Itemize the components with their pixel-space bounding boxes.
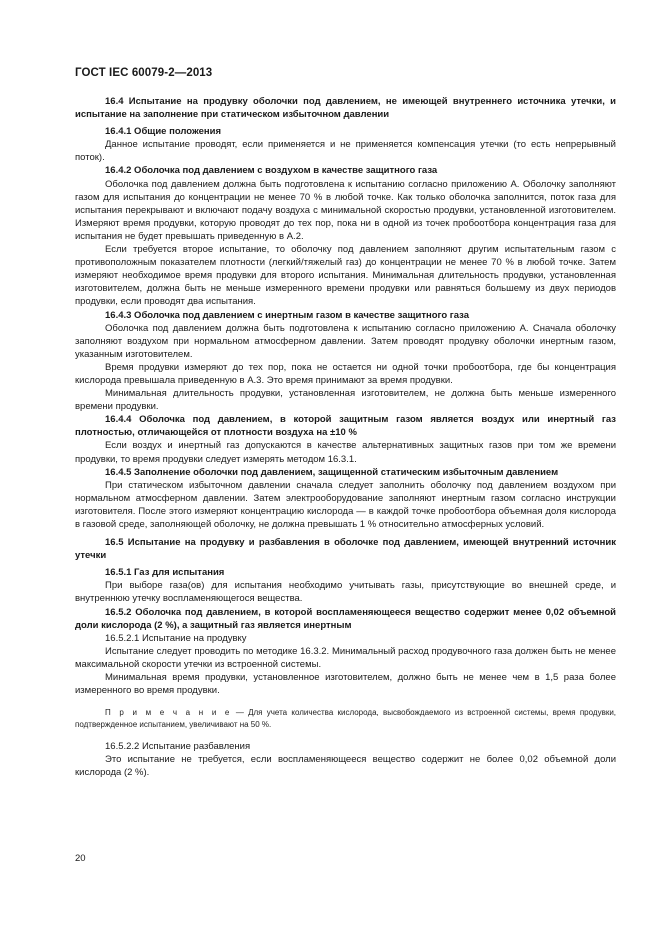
- section-16-5-title: 16.5 Испытание на продувку и разбавления в оболочке под давлением, имеющей внутренний источник утечки: [75, 537, 616, 562]
- section-16-5-1-title: 16.5.1 Газ для испытания: [105, 567, 225, 579]
- paragraph: Время продувки измеряют до тех пор, пока не остается ни одной точки пробоотбора, где бы концентрация кислорода превышала приведенную в А.3. Это время принимают за время продувки.: [75, 361, 616, 386]
- document-body: [75, 95, 616, 780]
- section-16-4-3-title: 16.4.3 Оболочка под давлением с инертным газом в качестве защитного газа: [105, 309, 470, 321]
- paragraph: Если воздух и инертный газ допускаются в качестве альтернативных защитных газов при том же времени продувки, то время продувки следует измерять методом 16.3.1.: [75, 440, 616, 465]
- section-16-4-1-title: 16.4.1 Общие положения: [105, 126, 221, 138]
- paragraph: Данное испытание проводят, если применяется и не применяется компенсация утечки (то есть непрерывный поток).: [75, 139, 616, 164]
- paragraph: Если требуется второе испытание, то оболочку под давлением заполняют другим испытательным газом с противоположным показателем плотности (легкий/тяжелый газ) до концентрации не менее 70 % в любой точке. Затем измеряют необходимое время продувки для второго испытания. Минимальная длительность продувки, установленная изготовителем, должна быть не меньше измеренного времени продувки или равняться большему из двух периодов продувки, если проводят два испытания.: [75, 244, 616, 308]
- paragraph: Испытание следует проводить по методике 16.3.2. Минимальный расход продувочного газа должен быть не менее максимальной скорости утечки из встроенной системы.: [75, 645, 616, 670]
- section-16-4-5-title: 16.4.5 Заполнение оболочки под давлением, защищенной статическим избыточным давлением: [105, 466, 559, 478]
- document-header: ГОСТ IEC 60079-2—2013: [75, 67, 213, 79]
- section-16-5-2-title: 16.5.2 Оболочка под давлением, в которой воспламеняющееся вещество содержит менее 0,02 объемной доли кислорода (2 %), а защитный газ является инертным: [75, 606, 616, 631]
- paragraph: Минимальная длительность продувки, установленная изготовителем, не должна быть меньше измеренного времени продувки.: [75, 388, 616, 413]
- section-16-5-2-1-title: 16.5.2.1 Испытание на продувку: [105, 632, 247, 644]
- note-label: П р и м е ч а н и е: [105, 708, 232, 718]
- paragraph: Оболочка под давлением должна быть подготовлена к испытанию согласно приложению А. Сначала оболочку заполняют воздухом при нормальном атмосферном давлении. Затем проводят продувку оболочки инертным газом, указанным изготовителем.: [75, 322, 616, 360]
- section-16-5-2-2-title: 16.5.2.2 Испытание разбавления: [105, 741, 251, 753]
- section-16-4-title: 16.4 Испытание на продувку оболочки под давлением, не имеющей внутреннего источника утечки, и испытание на заполнение при статическом избыточном давлении: [75, 96, 616, 121]
- paragraph: При выборе газа(ов) для испытания необходимо учитывать газы, присутствующие во внешней среде, и внутреннюю утечку воспламеняющегося вещества.: [75, 580, 616, 605]
- section-16-4-2-title: 16.4.2 Оболочка под давлением с воздухом в качестве защитного газа: [105, 165, 438, 177]
- paragraph: Это испытание не требуется, если воспламеняющееся вещество содержит не более 0,02 объемной доли кислорода (2 %).: [75, 754, 616, 779]
- section-16-4-4-title: 16.4.4 Оболочка под давлением, в которой защитным газом является воздух или инертный газ плотностью, отличающейся от плотности воздуха на ±10 %: [75, 414, 616, 439]
- note: [75, 707, 616, 730]
- paragraph: Оболочка под давлением должна быть подготовлена к испытанию согласно приложению А. Оболочку заполняют газом для испытания до концентрации не менее 70 % в любой точке. Как только оболочка заполнится, поток газа для испытания перекрывают и включают подачу воздуха с минимальной скоростью продувки, установленной изготовителем. Измеряют время продувки, которую проводят до тех пор, пока ни в одной из точек пробоотбора концентрация газа для испытания не будет превышать приведенную в А.2.: [75, 178, 616, 242]
- paragraph: Минимальная время продувки, установленное изготовителем, должно быть не менее чем в 1,5 раза более измеренного во время продувки.: [75, 672, 616, 697]
- note-text: — Для учета количества кислорода, высвобождаемого из встроенной системы, время продувки, подтвержденное испытанием, увеличивают на 50 %.: [75, 708, 617, 729]
- paragraph: При статическом избыточном давлении сначала следует заполнить оболочку под давлением воздухом при нормальном атмосферном давлении. Затем электрооборудование заполняют инертным газом согласно инструкции изготовителя. После этого измеряют концентрацию кислорода — в каждой точке пробоотбора объемная доля кислорода в газовой среде, заполняющей оболочку, не должна превышать 1 % относительно атмосферных условий.: [75, 479, 616, 530]
- page-number: 20: [75, 853, 86, 864]
